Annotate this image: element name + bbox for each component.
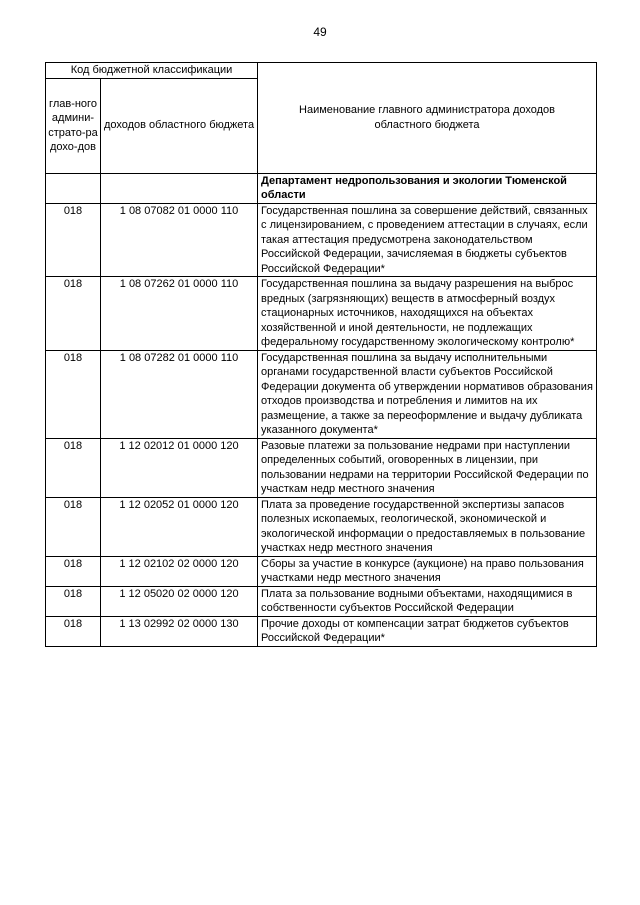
table-row — [46, 497, 597, 556]
table-row — [46, 616, 597, 646]
row-income-code: 1 08 07082 01 0000 110 — [101, 203, 258, 277]
row-income-code: 1 12 02102 02 0000 120 — [101, 556, 258, 586]
table-row — [46, 350, 597, 438]
row-admin-code: 018 — [46, 586, 101, 616]
department-name: Департамент недропользования и экологии Тюменской области — [258, 173, 597, 203]
department-row — [46, 173, 597, 203]
row-admin-code: 018 — [46, 616, 101, 646]
header-chief-administrator: глав-ного админи-страто-ра дохо-дов — [46, 78, 101, 173]
row-income-name: Плата за проведение государственной экспертизы запасов полезных ископаемых, геологической, экономической и экологической информации о предоставляемых в пользование участках недр местного значения — [258, 497, 597, 556]
row-income-code: 1 12 05020 02 0000 120 — [101, 586, 258, 616]
header-row-top — [46, 63, 597, 79]
row-admin-code: 018 — [46, 556, 101, 586]
table-row — [46, 277, 597, 351]
table-row — [46, 438, 597, 497]
table-row — [46, 556, 597, 586]
department-empty-code-cell — [101, 173, 258, 203]
row-income-name: Государственная пошлина за совершение действий, связанных с лицензированием, с проведением аттестации в случаях, если такая аттестация предусмотрена законодательством Российской Федерации, зачисляемая в бюджеты субъектов Российской Федерации* — [258, 203, 597, 277]
page-number: 49 — [313, 25, 327, 39]
row-income-code: 1 13 02992 02 0000 130 — [101, 616, 258, 646]
table-row — [46, 203, 597, 277]
row-income-name: Сборы за участие в конкурсе (аукционе) на право пользования участками недр местного значения — [258, 556, 597, 586]
budget-classification-table — [45, 62, 597, 647]
header-income-code: доходов областного бюджета — [101, 78, 258, 173]
row-admin-code: 018 — [46, 497, 101, 556]
row-income-code: 1 12 02012 01 0000 120 — [101, 438, 258, 497]
table-body — [46, 63, 597, 647]
row-income-name: Государственная пошлина за выдачу разрешения на выброс вредных (загрязняющих) веществ в атмосферный воздух стационарных источников, находящихся на объектах хозяйственной и иной деятельности, не подлежащих федеральному государственному экологическому контролю* — [258, 277, 597, 351]
row-admin-code: 018 — [46, 350, 101, 438]
row-admin-code: 018 — [46, 438, 101, 497]
header-code-group: Код бюджетной классификации — [46, 63, 258, 79]
row-income-code: 1 12 02052 01 0000 120 — [101, 497, 258, 556]
department-empty-admin-cell — [46, 173, 101, 203]
header-administrator-name: Наименование главного администратора доходов областного бюджета — [258, 63, 597, 174]
row-income-name: Государственная пошлина за выдачу исполнительными органами государственной власти субъектов Российской Федерации документа об утверждении нормативов образования отходов производства и потребления и лимитов на их размещение, а также за переоформление и выдачу дубликата указанного документа* — [258, 350, 597, 438]
row-income-code: 1 08 07262 01 0000 110 — [101, 277, 258, 351]
row-income-name: Плата за пользование водными объектами, находящимися в собственности субъектов Российской Федерации — [258, 586, 597, 616]
table-row — [46, 586, 597, 616]
row-income-code: 1 08 07282 01 0000 110 — [101, 350, 258, 438]
row-income-name: Разовые платежи за пользование недрами при наступлении определенных событий, оговоренных в лицензии, при пользовании недрами на территории Российской Федерации по участкам недр местного значения — [258, 438, 597, 497]
row-income-name: Прочие доходы от компенсации затрат бюджетов субъектов Российской Федерации* — [258, 616, 597, 646]
row-admin-code: 018 — [46, 277, 101, 351]
row-admin-code: 018 — [46, 203, 101, 277]
